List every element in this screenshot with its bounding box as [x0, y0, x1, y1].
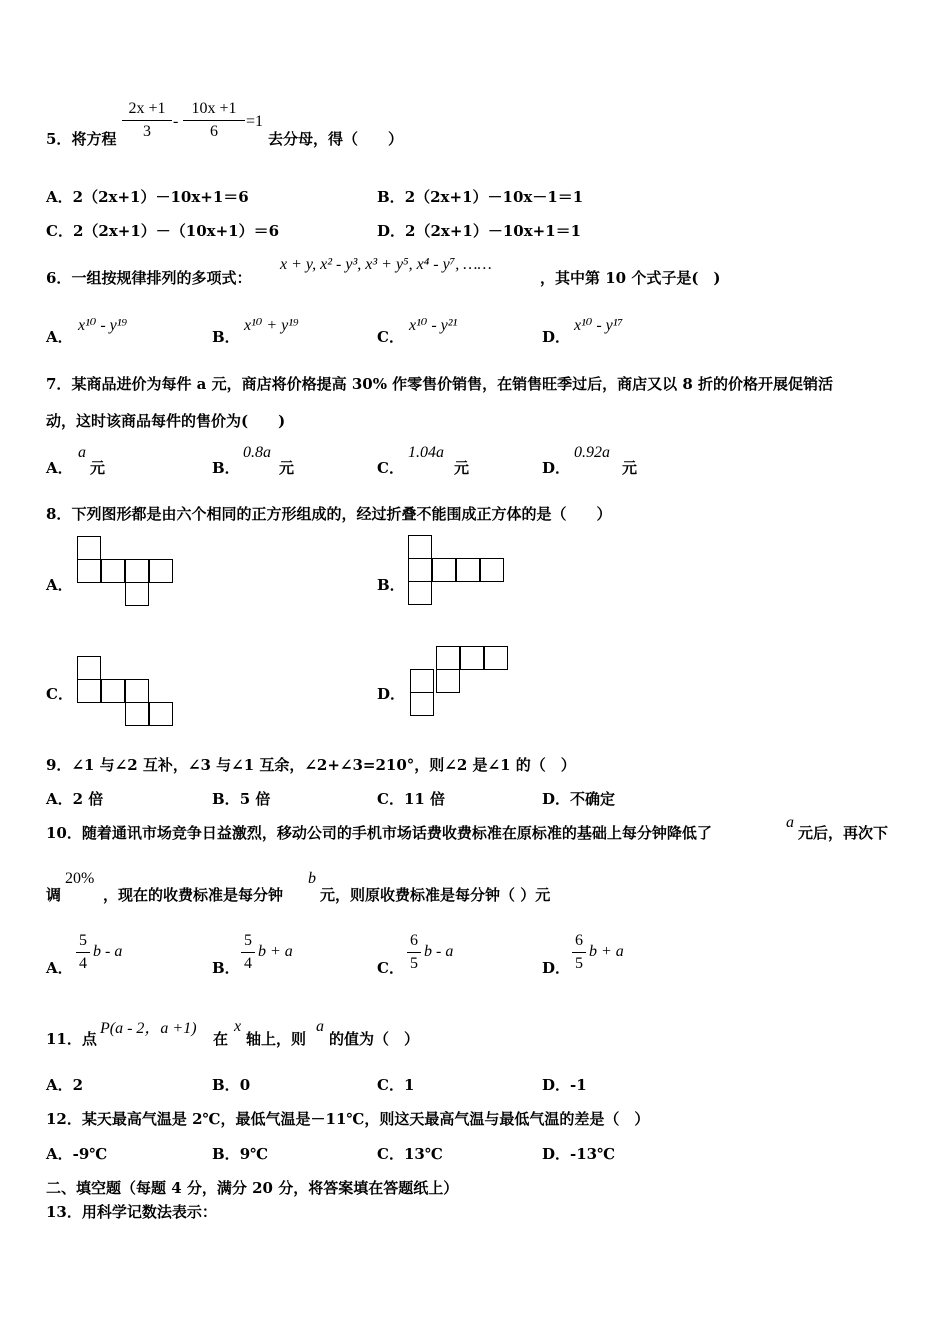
q9-text: ∠1 与∠2 互补，∠3 与∠1 互余，∠2+∠3=210°，则∠2 是∠1 的（ ） [71, 756, 576, 774]
q9-option-c[interactable]: C．11 倍 [377, 790, 446, 808]
q7-line1: 某商品进价为每件 a 元，商店将价格提高 30% 作零售价销售，在销售旺季过后，商店又以 8 折的价格开展促销活 [71, 375, 834, 393]
q10-option-c-rest[interactable]: b - a [424, 943, 454, 960]
q6-option-b-label[interactable]: B． [212, 328, 240, 346]
q5-number: 5． [46, 130, 72, 148]
q8-text: 下列图形都是由六个相同的正方形组成的，经过折叠不能围成正方体的是（ ） [71, 505, 612, 523]
q12-number: 12． [46, 1110, 82, 1128]
q7-option-c-expr[interactable]: 1.04a [408, 444, 444, 461]
q10-option-a-label[interactable]: A． [46, 959, 73, 977]
q11-mid: 在 [213, 1030, 229, 1048]
q6-number: 6． [46, 269, 72, 287]
q9-option-a[interactable]: A．2 倍 [46, 790, 104, 808]
q7-option-b-label[interactable]: B． [212, 459, 240, 477]
q10-option-b-fraction[interactable]: $\frac{5}{4}$ [241, 932, 255, 973]
q7-option-a-expr[interactable]: a [78, 444, 86, 461]
net-square [436, 646, 460, 670]
q5-frac2-den: 6 [210, 123, 218, 140]
q10-line2a: 调 [46, 886, 62, 904]
q8-option-c-label[interactable]: C． [46, 685, 73, 703]
q10-option-a-fraction[interactable]: $\frac{5}{4}$ [76, 932, 90, 973]
q12-stem [46, 1108, 649, 1129]
net-square [101, 679, 125, 703]
q7-option-b-expr[interactable]: 0.8a [243, 444, 271, 461]
q10-option-d-label[interactable]: D． [542, 959, 571, 977]
net-square [408, 535, 432, 559]
net-square [460, 646, 484, 670]
q5-tail: 去分母，得（ ） [268, 130, 404, 148]
q10-option-c-fraction[interactable]: $\frac{6}{5}$ [407, 932, 421, 973]
q7-option-d-expr[interactable]: 0.92a [574, 444, 610, 461]
q5-option-b[interactable]: B．2（2x+1）－10x－1＝1 [377, 188, 584, 206]
q6-tail: ，其中第 10 个式子是( ) [540, 269, 721, 287]
q10-line2c: 元，则原收费标准是每分钟（ ）元 [320, 886, 551, 904]
q5-equals: =1 [246, 113, 264, 130]
net-square [149, 559, 173, 583]
net-square [480, 558, 504, 582]
q7-option-a-unit: 元 [90, 459, 106, 477]
net-square [410, 669, 434, 693]
q10-option-b-label[interactable]: B． [212, 959, 240, 977]
q10-option-b-rest[interactable]: b + a [258, 943, 293, 960]
q5-fraction-2 [183, 100, 245, 141]
q5-option-a[interactable]: A．2（2x+1）－10x+1＝6 [46, 188, 249, 206]
q6-option-a-expr[interactable]: x¹⁰ - y¹⁹ [78, 317, 128, 334]
q7-option-d-unit: 元 [622, 459, 638, 477]
q11-option-b[interactable]: B．0 [212, 1076, 251, 1094]
net-square [432, 558, 456, 582]
net-square [484, 646, 508, 670]
net-square [101, 559, 125, 583]
q8-stem [46, 503, 611, 524]
q5-option-d[interactable]: D．2（2x+1）－10x+1＝1 [377, 222, 582, 240]
q11-number: 11． [46, 1030, 82, 1048]
q5-stem [46, 128, 116, 149]
q12-option-d[interactable]: D．-13℃ [542, 1145, 616, 1163]
q10-stem-line1 [46, 822, 712, 843]
net-square [436, 669, 460, 693]
net-square [77, 656, 101, 680]
q7-number: 7． [46, 375, 72, 393]
q8-option-b-label[interactable]: B． [377, 576, 405, 594]
q6-option-c-label[interactable]: C． [377, 328, 404, 346]
q10-number: 10． [46, 824, 82, 842]
q6-stem [46, 267, 251, 288]
q11-tail: 的值为（ ） [329, 1030, 420, 1048]
q13-number: 13． [46, 1203, 82, 1221]
net-square [410, 692, 434, 716]
q5-frac1-den: 3 [143, 123, 151, 140]
q7-option-b-unit: 元 [279, 459, 295, 477]
q7-option-c-label[interactable]: C． [377, 459, 404, 477]
q7-option-c-unit: 元 [454, 459, 470, 477]
net-square [408, 558, 432, 582]
q10-option-c-label[interactable]: C． [377, 959, 404, 977]
q11-lead: 点 [81, 1030, 97, 1048]
q9-option-b[interactable]: B．5 倍 [212, 790, 271, 808]
q6-series: x + y, x² - y³, x³ + y⁵, x⁴ - y⁷, …… [280, 256, 492, 273]
q7-stem-line1 [46, 373, 833, 394]
q6-option-d-expr[interactable]: x¹⁰ - y¹⁷ [574, 317, 624, 334]
net-square [77, 679, 101, 703]
q5-lead: 将方程 [71, 130, 117, 148]
net-square [456, 558, 480, 582]
q6-option-d-label[interactable]: D． [542, 328, 571, 346]
q12-option-b[interactable]: B．9℃ [212, 1145, 269, 1163]
q10-percent: 20% [65, 870, 95, 887]
q6-option-b-expr[interactable]: x¹⁰ + y¹⁹ [244, 317, 299, 334]
q6-option-c-expr[interactable]: x¹⁰ - y²¹ [409, 317, 458, 334]
q6-lead: 一组按规律排列的多项式： [71, 269, 252, 287]
q12-option-c[interactable]: C．13℃ [377, 1145, 443, 1163]
q8-option-d-label[interactable]: D． [377, 685, 406, 703]
q12-text: 某天最高气温是 2℃，最低气温是－11℃，则这天最高气温与最低气温的差是（ ） [81, 1110, 650, 1128]
q8-number: 8． [46, 505, 72, 523]
q11-option-d[interactable]: D．-1 [542, 1076, 587, 1094]
q10-option-d-rest[interactable]: b + a [589, 943, 624, 960]
q5-frac1-num: 2x +1 [122, 100, 172, 121]
q7-option-a-label[interactable]: A． [46, 459, 73, 477]
q10-option-d-fraction[interactable]: $\frac{6}{5}$ [572, 932, 586, 973]
net-square [408, 581, 432, 605]
net-square [125, 679, 149, 703]
q5-fraction-1 [122, 100, 172, 141]
q8-option-a-label[interactable]: A． [46, 576, 73, 594]
q10-line1a: 随着通讯市场竞争日益激烈，移动公司的手机市场话费收费标准在原标准的基础上每分钟降低了 [81, 824, 712, 842]
q11-option-a[interactable]: A．2 [46, 1076, 84, 1094]
q10-var-b: b [308, 870, 316, 887]
q11-option-c[interactable]: C．1 [377, 1076, 415, 1094]
q10-line2b: ，现在的收费标准是每分钟 [103, 886, 284, 904]
net-square [77, 559, 101, 583]
q7-stem-line2: 动，这时该商品每件的售价为( ) [46, 412, 286, 430]
q11-var-a: a [316, 1018, 324, 1035]
net-square [77, 536, 101, 560]
q9-number: 9． [46, 756, 72, 774]
net-square [125, 559, 149, 583]
q6-option-a-label[interactable]: A． [46, 328, 73, 346]
section-heading: 二、填空题（每题 4 分，满分 20 分，将答案填在答题纸上） [46, 1179, 459, 1197]
q5-frac2-num: 10x +1 [183, 100, 245, 121]
net-square [125, 702, 149, 726]
q5-option-c[interactable]: C．2（2x+1）－（10x+1）＝6 [46, 222, 280, 240]
q9-stem [46, 754, 576, 775]
q13-text: 用科学记数法表示： [81, 1203, 217, 1221]
q11-point: P(a - 2，a +1) [100, 1020, 197, 1037]
q11-stem [46, 1028, 97, 1049]
q5-minus: - [173, 113, 179, 130]
q9-option-d[interactable]: D．不确定 [542, 790, 616, 808]
q10-line1b: 元后，再次下 [798, 824, 889, 842]
q13-stem [46, 1201, 217, 1222]
q11-mid2: 轴上，则 [246, 1030, 307, 1048]
q10-option-a-rest[interactable]: b - a [93, 943, 123, 960]
q11-var-x: x [234, 1018, 242, 1035]
net-square [125, 582, 149, 606]
q12-option-a[interactable]: A．-9℃ [46, 1145, 108, 1163]
net-square [149, 702, 173, 726]
q7-option-d-label[interactable]: D． [542, 459, 571, 477]
q10-var-a: a [786, 814, 794, 831]
